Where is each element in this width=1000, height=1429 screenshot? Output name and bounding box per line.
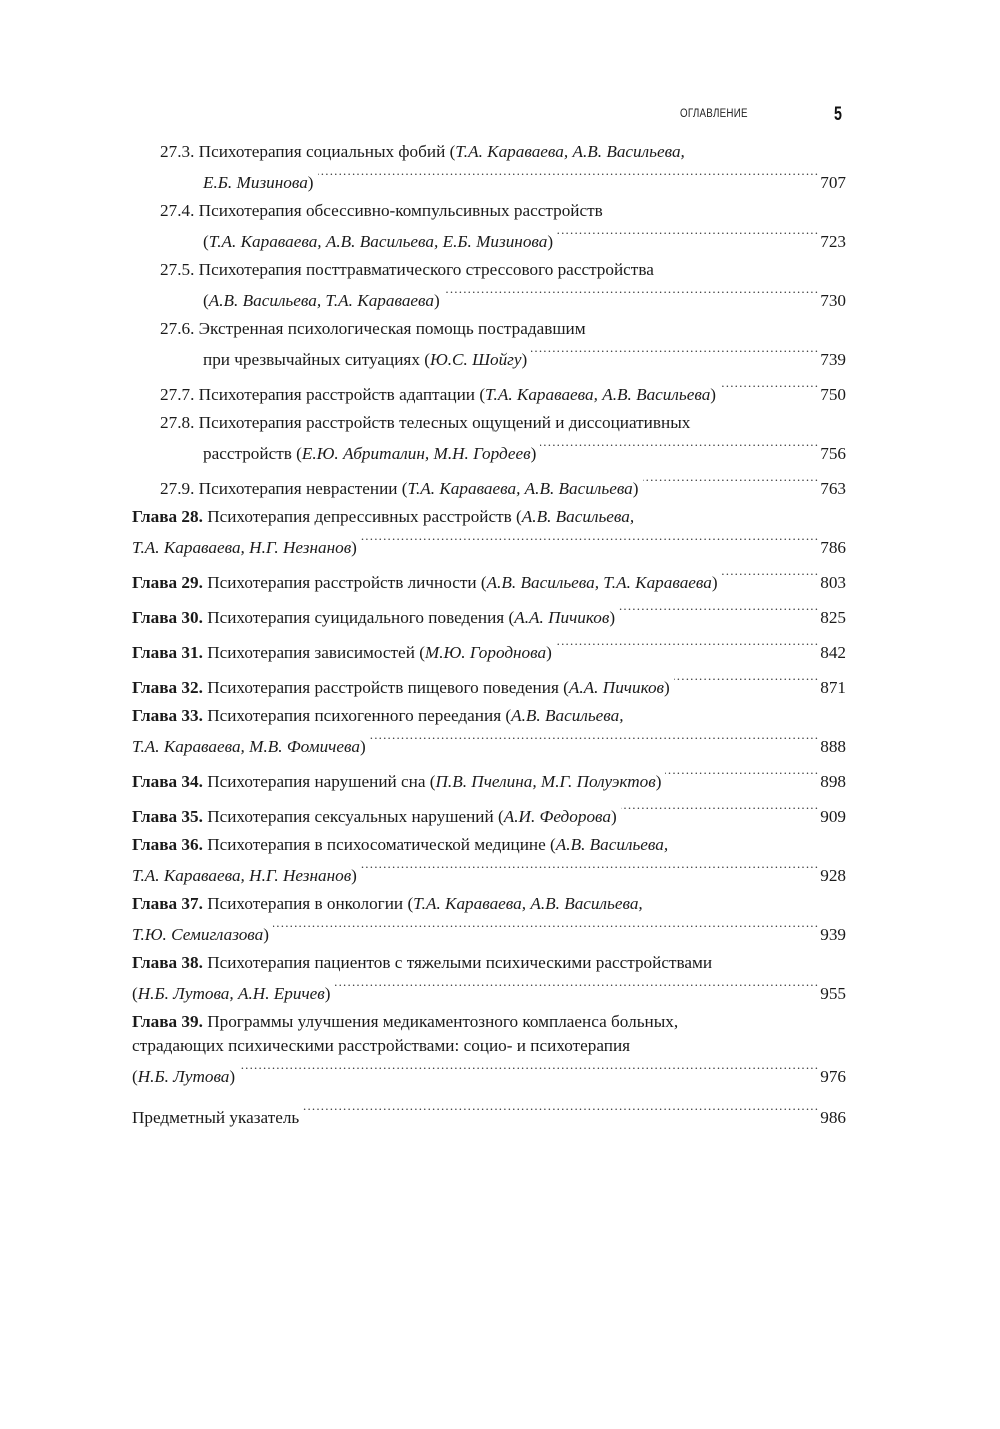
dot-leader: [556, 634, 819, 658]
dot-leader: [273, 916, 819, 940]
entry-title: Психотерапия обсессивно-компульсивных расстройств: [198, 201, 603, 220]
chapter-page: 955: [820, 984, 846, 1003]
chapter-title: Программы улучшения медикаментозного комплаенса больных,: [207, 1012, 679, 1031]
index-page: 986: [820, 1108, 846, 1127]
toc-chapter-35[interactable]: Глава 35. Психотерапия сексуальных нарушений (А.И. Федорова) ..... 909: [132, 798, 846, 829]
chapter-label: Глава 30.: [132, 608, 203, 627]
chapter-page: 888: [820, 737, 846, 756]
running-title: ОГЛАВЛЕНИЕ: [680, 108, 748, 120]
chapter-authors-cont: Т.А. Караваева, Н.Г. Незнанов: [132, 866, 352, 885]
dot-leader: [361, 857, 819, 881]
chapter-page: 871: [820, 678, 846, 697]
entry-title-cont: расстройств: [203, 444, 292, 463]
toc-entry-27-6[interactable]: 27.6. Экстренная психологическая помощь пострадавшим при чрезвычайных ситуациях (Ю.С. Шойгу) ..... 739: [132, 317, 846, 372]
chapter-authors: А.В. Васильева,: [511, 706, 624, 725]
chapter-title: Психотерапия в психосоматической медицине: [207, 835, 546, 854]
chapter-title: Психотерапия депрессивных расстройств: [207, 507, 512, 526]
entry-title: Психотерапия расстройств телесных ощущений и диссоциативных: [198, 413, 691, 432]
chapter-title: Психотерапия расстройств пищевого поведения: [207, 678, 559, 697]
entry-page: 756: [820, 444, 846, 463]
page-number: 5: [834, 104, 842, 125]
dot-leader: [303, 1099, 819, 1123]
chapter-title: Психотерапия сексуальных нарушений: [207, 807, 494, 826]
entry-page: 707: [820, 173, 846, 192]
toc-chapter-32[interactable]: Глава 32. Психотерапия расстройств пищевого поведения (А.А. Пичиков) ..... 871: [132, 669, 846, 700]
chapter-page: 939: [820, 925, 846, 944]
entry-page: 763: [820, 479, 846, 498]
chapter-label: Глава 34.: [132, 772, 203, 791]
entry-number: 27.7.: [160, 385, 195, 404]
toc-chapter-30[interactable]: Глава 30. Психотерапия суицидального поведения (А.А. Пичиков) ..... 825: [132, 599, 846, 630]
entry-number: 27.8.: [160, 413, 195, 432]
toc-chapter-37[interactable]: Глава 37. Психотерапия в онкологии (Т.А. Караваева, А.В. Васильева, Т.Ю. Семиглазова) ..... 939: [132, 892, 846, 947]
dot-leader: [370, 728, 820, 752]
chapter-authors: Н.Б. Лутова, А.Н. Еричев: [137, 984, 325, 1003]
chapter-page: 909: [820, 807, 846, 826]
dot-leader: [239, 1058, 819, 1082]
dot-leader: [531, 341, 819, 365]
chapter-authors: А.А. Пичиков: [514, 608, 610, 627]
dot-leader: [444, 282, 820, 306]
chapter-page: 898: [820, 772, 846, 791]
chapter-authors-cont: Т.А. Караваева, Н.Г. Незнанов: [132, 538, 352, 557]
chapter-title-cont: страдающих психическими расстройствами: социо- и психотерапия: [132, 1036, 631, 1055]
index-title: Предметный указатель: [132, 1108, 300, 1127]
chapter-label: Глава 36.: [132, 835, 203, 854]
dot-leader: [722, 564, 820, 588]
toc-entry-27-4[interactable]: 27.4. Психотерапия обсессивно-компульсивных расстройств (Т.А. Караваева, А.В. Васильева, Е.Б. Мизинова) ..... 723: [132, 199, 846, 254]
dot-leader: [621, 798, 820, 822]
chapter-title: Психотерапия психогенного переедания: [207, 706, 502, 725]
chapter-label: Глава 32.: [132, 678, 203, 697]
chapter-label: Глава 37.: [132, 894, 203, 913]
toc-chapter-34[interactable]: Глава 34. Психотерапия нарушений сна (П.В. Пчелина, М.Г. Полуэктов) ..... 898: [132, 763, 846, 794]
entry-title: Психотерапия расстройств адаптации: [198, 385, 476, 404]
chapter-authors: Т.А. Караваева, А.В. Васильева,: [413, 894, 643, 913]
dot-leader: [619, 599, 819, 623]
chapter-authors-cont: Т.А. Караваева, М.В. Фомичева: [132, 737, 360, 756]
entry-number: 27.3.: [160, 142, 195, 161]
chapter-title: Психотерапия суицидального поведения: [207, 608, 505, 627]
chapter-authors: А.В. Васильева,: [555, 835, 669, 854]
chapter-authors: А.В. Васильева,: [521, 507, 635, 526]
chapter-page: 976: [820, 1067, 846, 1086]
dot-leader: [557, 223, 819, 247]
chapter-authors: Н.Б. Лутова: [137, 1067, 230, 1086]
entry-title: Экстренная психологическая помощь пострадавшим: [198, 319, 586, 338]
toc-chapter-39[interactable]: Глава 39. Программы улучшения медикаментозного комплаенса больных, страдающих психическими расстройствами: социо- и психотерапия (Н.Б. Лутова) ..... 976: [132, 1010, 846, 1089]
table-of-contents: [132, 140, 846, 1134]
entry-authors: Т.А. Караваева, А.В. Васильева: [485, 385, 711, 404]
dot-leader: [674, 669, 819, 693]
chapter-authors: А.И. Федорова: [503, 807, 611, 826]
chapter-title: Психотерапия в онкологии: [207, 894, 404, 913]
chapter-page: 786: [820, 538, 846, 557]
entry-title: Психотерапия посттравматического стрессового расстройства: [198, 260, 654, 279]
entry-number: 27.4.: [160, 201, 195, 220]
dot-leader: [643, 470, 820, 494]
chapter-label: Глава 35.: [132, 807, 203, 826]
toc-entry-27-5[interactable]: 27.5. Психотерапия посттравматического стрессового расстройства (А.В. Васильева, Т.А. Караваева) ..... 730: [132, 258, 846, 313]
entry-authors: Т.А. Караваева, А.В. Васильева, Е.Б. Мизинова: [208, 232, 548, 251]
entry-authors: Е.Ю. Абриталин, М.Н. Гордеев: [301, 444, 531, 463]
page-header: [0, 104, 1000, 132]
toc-chapter-36[interactable]: Глава 36. Психотерапия в психосоматической медицине (А.В. Васильева, Т.А. Караваева, Н.Г. Незнанов) ..... 928: [132, 833, 846, 888]
toc-chapter-28[interactable]: Глава 28. Психотерапия депрессивных расстройств (А.В. Васильева, Т.А. Караваева, Н.Г. Незнанов) ..... 786: [132, 505, 846, 560]
chapter-label: Глава 28.: [132, 507, 203, 526]
entry-authors: Ю.С. Шойгу: [429, 350, 522, 369]
dot-leader: [335, 975, 820, 999]
chapter-page: 928: [820, 866, 846, 885]
dot-leader: [540, 435, 819, 459]
dot-leader: [318, 164, 820, 188]
toc-chapter-29[interactable]: Глава 29. Психотерапия расстройств личности (А.В. Васильева, Т.А. Караваева) ..... 803: [132, 564, 846, 595]
toc-entry-27-8[interactable]: 27.8. Психотерапия расстройств телесных ощущений и диссоциативных расстройств (Е.Ю. Абриталин, М.Н. Гордеев) ..... 756: [132, 411, 846, 466]
entry-authors: Т.А. Караваева, А.В. Васильева: [407, 479, 633, 498]
chapter-title: Психотерапия нарушений сна: [207, 772, 426, 791]
chapter-authors-cont: Т.Ю. Семиглазова: [132, 925, 264, 944]
chapter-page: 825: [820, 608, 846, 627]
chapter-authors: П.В. Пчелина, М.Г. Полуэктов: [435, 772, 656, 791]
entry-page: 730: [820, 291, 846, 310]
toc-entry-27-9[interactable]: 27.9. Психотерапия неврастении (Т.А. Караваева, А.В. Васильева) ..... 763: [132, 470, 846, 501]
chapter-label: Глава 29.: [132, 573, 203, 592]
entry-number: 27.5.: [160, 260, 195, 279]
entry-title-cont: при чрезвычайных ситуациях: [203, 350, 420, 369]
chapter-page: 842: [820, 643, 846, 662]
chapter-label: Глава 39.: [132, 1012, 203, 1031]
chapter-label: Глава 33.: [132, 706, 203, 725]
chapter-authors: А.А. Пичиков: [568, 678, 665, 697]
chapter-authors: М.Ю. Городнова: [424, 643, 547, 662]
toc-chapter-38[interactable]: Глава 38. Психотерапия пациентов с тяжелыми психическими расстройствами (Н.Б. Лутова, А.Н. Еричев) ..... 955: [132, 951, 846, 1006]
dot-leader: [361, 529, 819, 553]
dot-leader: [720, 376, 819, 400]
toc-entry-27-7[interactable]: 27.7. Психотерапия расстройств адаптации (Т.А. Караваева, А.В. Васильева) ..... 750: [132, 376, 846, 407]
toc-chapter-33[interactable]: Глава 33. Психотерапия психогенного переедания (А.В. Васильева, Т.А. Караваева, М.В. Фомичева) ..... 888: [132, 704, 846, 759]
entry-page: 739: [820, 350, 846, 369]
entry-page: 723: [820, 232, 846, 251]
toc-subject-index[interactable]: [132, 1099, 846, 1130]
entry-authors: Т.А. Караваева, А.В. Васильева,: [455, 142, 685, 161]
dot-leader: [665, 763, 819, 787]
chapter-label: Глава 31.: [132, 643, 203, 662]
toc-entry-27-3[interactable]: 27.3. Психотерапия социальных фобий (Т.А. Караваева, А.В. Васильева, Е.Б. Мизинова) ..... 707: [132, 140, 846, 195]
entry-authors-cont: Е.Б. Мизинова: [203, 173, 308, 192]
chapter-title: Психотерапия расстройств личности: [207, 573, 477, 592]
entry-authors: А.В. Васильева, Т.А. Караваева: [208, 291, 434, 310]
entry-title: Психотерапия неврастении: [198, 479, 398, 498]
chapter-label: Глава 38.: [132, 953, 203, 972]
entry-number: 27.6.: [160, 319, 195, 338]
chapter-page: 803: [820, 573, 846, 592]
chapter-authors: А.В. Васильева, Т.А. Караваева: [486, 573, 712, 592]
entry-number: 27.9.: [160, 479, 195, 498]
chapter-title: Психотерапия пациентов с тяжелыми психическими расстройствами: [207, 953, 713, 972]
chapter-title: Психотерапия зависимостей: [207, 643, 415, 662]
entry-page: 750: [820, 385, 846, 404]
toc-chapter-31[interactable]: Глава 31. Психотерапия зависимостей (М.Ю. Городнова) ..... 842: [132, 634, 846, 665]
